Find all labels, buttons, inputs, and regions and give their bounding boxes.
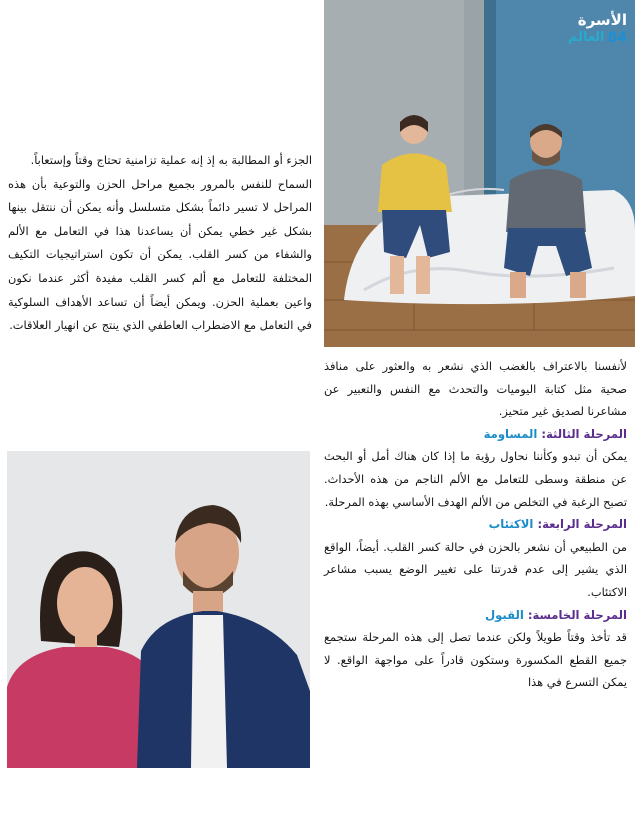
stage-5-body: قد تأخذ وقتاً طويلاً ولكن عندما تصل إلى هذه المرحلة ستجمع جميع القطع المكسورة وستكون قادراً على مواجهة الواقع. لا يمكن التسرع في هذا xyxy=(324,630,627,690)
stage-3-label: المرحلة الثالثة: xyxy=(541,426,627,441)
stage-3-body: يمكن أن تبدو وكأننا نحاول رؤية ما إذا كان هناك أمل أو البحث عن منطقة وسطى للتعامل مع الألم الناجم من هذه الأحداث. تصبح الرغبة في التخلص من الألم الهدف الأساسي بهذه المرحلة. xyxy=(324,449,627,509)
left-paragraph-1: الجزء أو المطالبة به إذ إنه عملية تزامنية تحتاج وقتاً وإستعاباً. xyxy=(30,153,312,167)
couple-on-bed-illustration xyxy=(324,0,635,347)
stage-4-body: من الطبيعي أن نشعر بالحزن في حالة كسر القلب. أيضاً، الواقع الذي يشير إلى عدم قدرتنا على تغيير الوضع يسبب مشاعر الاكتئاب. xyxy=(324,539,627,599)
left-text-column xyxy=(8,149,312,338)
page-number: 84 xyxy=(607,30,627,46)
section-title: الأسرة xyxy=(577,11,627,29)
stage-5-name: القبول xyxy=(485,607,524,622)
stage-4-name: الاكتئاب xyxy=(488,517,534,532)
stage-5-label: المرحلة الخامسة: xyxy=(527,607,627,622)
brand-name: العالم xyxy=(567,30,605,45)
brand-row xyxy=(555,30,627,46)
magazine-badge xyxy=(555,10,627,46)
couple-portrait-photo xyxy=(7,451,310,768)
stage-4-heading xyxy=(324,513,627,536)
stage-4-label: المرحلة الرابعة: xyxy=(537,517,627,532)
left-paragraph-2: السماح للنفس بالمرور بجميع مراحل الحزن والتوعية بأن هذه المراحل لا تسير دائماً بشكل متسلسل وأنه يمكن أن ننتقل بينها بشكل غير خطي يمكن أن يساعدنا هذا في التعامل مع الألم والشفاء من كسر القلب. يمكن أن تكون استراتيجيات التكيف المختلفة للتعامل مع ألم كسر القلب مفيدة أكثر عندما نكون واعين بعملية الحزن. ويمكن أيضاً أن تساعد الأهداف السلوكية في التعامل مع الاضطراب العاطفي الذي ينتج عن انهيار العلاقات. xyxy=(8,176,312,333)
couple-on-bed-photo xyxy=(324,0,635,347)
couple-portrait-illustration xyxy=(7,451,310,768)
intro-paragraph: لأنفسنا بالاعتراف بالغضب الذي نشعر به والعثور على منافذ صحية مثل كتابة اليوميات والتحدث مع النفس والتعبير عن مشاعرنا لصديق غير متحيز. xyxy=(324,359,627,419)
stage-3-heading xyxy=(324,423,627,446)
stage-3-name: المساومة xyxy=(483,426,538,441)
right-text-column xyxy=(324,355,627,694)
stage-5-heading xyxy=(324,604,627,627)
